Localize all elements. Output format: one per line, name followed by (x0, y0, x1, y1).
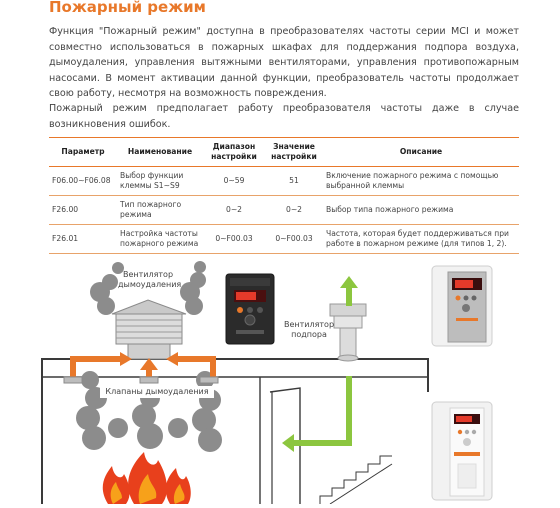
fire-icon (103, 452, 191, 504)
label-smoke-valves: Клапаны дымоудаления (100, 386, 214, 398)
cell-name: Тип пожарного режима (117, 196, 203, 225)
cell-param: F06.00~F06.08 (49, 167, 117, 196)
intro-paragraph: Функция "Пожарный режим" доступна в преобразователях частоты серии MCI и может совместно использоваться в пожарных шкафах для поддержания подпора воздуха, дымоудаления, управления вытяжными вентиляторами, управления противопожарным насосами. В момент активации данной функции, преобразователь частоты продолжает свою работу, несмотря на возможность повреждения. (49, 26, 519, 99)
header-desc: Описание (323, 138, 519, 167)
fire-mode-diagram (0, 252, 560, 504)
cell-range: 0~59 (203, 167, 265, 196)
header-value: Значение настройки (265, 138, 323, 167)
cell-value: 51 (265, 167, 323, 196)
cell-desc: Включение пожарного режима с помощью выбранной клеммы (323, 167, 519, 196)
cell-desc: Выбор типа пожарного режима (323, 196, 519, 225)
header-name: Наименование (117, 138, 203, 167)
header-param: Параметр (49, 138, 117, 167)
cell-value: 0~F00.03 (265, 225, 323, 254)
frequency-converter-white (432, 402, 492, 500)
stairs-icon (320, 456, 392, 504)
table-row (49, 225, 519, 254)
cell-name: Настройка частоты пожарного режима (117, 225, 203, 254)
airflow-arrows-green (282, 276, 358, 452)
cell-value: 0~2 (265, 196, 323, 225)
table-row (49, 167, 519, 196)
diagram-illustration (0, 252, 560, 504)
exhaust-fan-icon (112, 300, 186, 359)
table-row (49, 196, 519, 225)
cell-desc: Частота, которая будет поддерживаться при работе в пожарном режиме (для типов 1, 2). (323, 225, 519, 254)
frequency-converter-black (226, 274, 274, 344)
parameters-table (49, 137, 519, 254)
cell-param: F26.00 (49, 196, 117, 225)
page-title: Пожарный режим (49, 0, 206, 16)
cell-range: 0~2 (203, 196, 265, 225)
label-exhaust-fan: Вентилятор дымоудаления (118, 270, 182, 289)
cell-range: 0~F00.03 (203, 225, 265, 254)
frequency-converter-gray (432, 266, 492, 346)
header-range: Диапазон настройки (203, 138, 265, 167)
label-supply-fan: Вентилятор подпора (283, 320, 335, 339)
note-paragraph: Пожарный режим предполагает работу преобразователя частоты даже в случае возникновения ошибок. (49, 103, 519, 130)
table-header-row (49, 138, 519, 167)
cell-name: Выбор функции клеммы S1~S9 (117, 167, 203, 196)
cell-param: F26.01 (49, 225, 117, 254)
